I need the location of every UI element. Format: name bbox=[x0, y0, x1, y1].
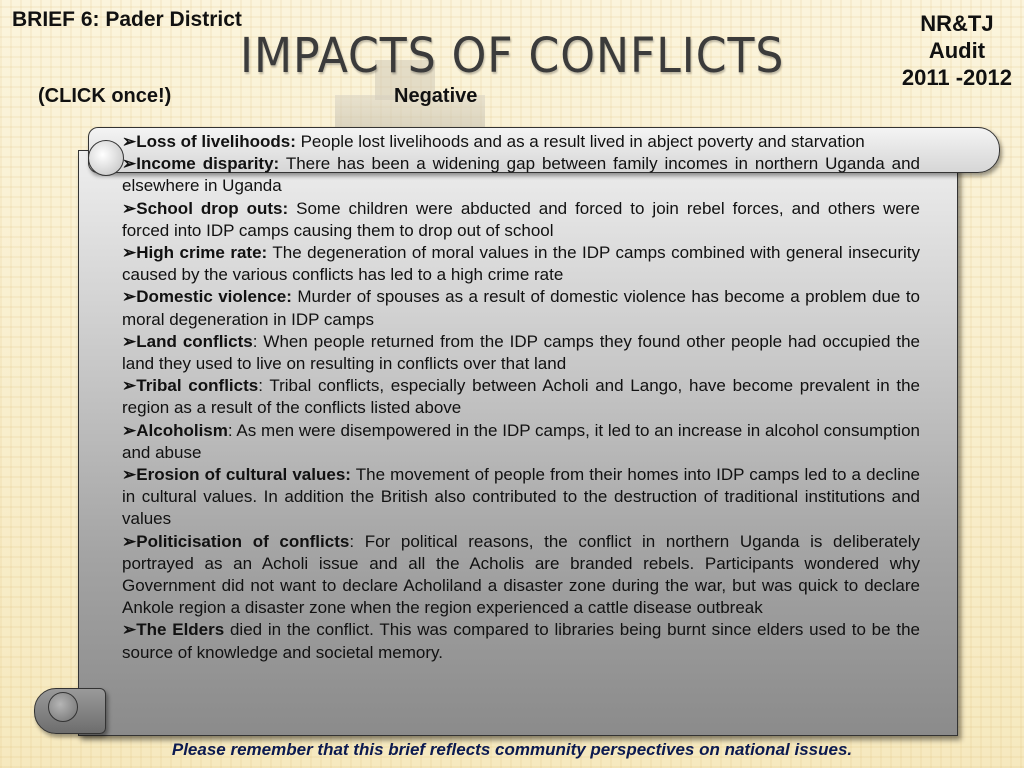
list-item bbox=[122, 286, 920, 330]
item-label: Income disparity: bbox=[136, 154, 280, 174]
item-text: : Tribal conflicts, especially between Acholi and Lango, have become prevalent in the region as a result of the conflicts listed above bbox=[122, 376, 920, 418]
list-item bbox=[122, 331, 920, 375]
click-hint[interactable]: (CLICK once!) bbox=[38, 85, 172, 107]
page-title: IMPACTS OF CONFLICTS bbox=[240, 28, 785, 84]
item-label: Tribal conflicts bbox=[136, 376, 259, 396]
audit-line: NR&TJ bbox=[920, 11, 994, 36]
item-text: Some children were abducted and forced to join rebel forces, and others were forced into IDP camps causing them to drop out of school bbox=[122, 198, 920, 240]
item-text: : As men were disempowered in the IDP camps, it led to an increase in alcohol consumption and abuse bbox=[122, 420, 920, 462]
item-text: died in the conflict. This was compared to libraries being burnt since elders used to be the source of knowledge and societal memory. bbox=[122, 620, 920, 662]
item-text: : When people returned from the IDP camps they found other people had occupied the land they used to live on resulting in conflicts over that land bbox=[122, 331, 920, 374]
item-label: School drop outs: bbox=[136, 198, 289, 218]
section-subtitle: Negative bbox=[394, 85, 478, 107]
scroll-curl-icon bbox=[48, 692, 78, 722]
item-label: High crime rate: bbox=[136, 243, 268, 263]
arrow-bullet-icon: ➢ bbox=[122, 132, 137, 151]
brief-label: BRIEF 6: Pader District bbox=[12, 8, 242, 31]
arrow-bullet-icon: ➢ bbox=[122, 331, 137, 351]
item-text: There has been a widening gap between family incomes in northern Uganda and elsewhere in Uganda bbox=[122, 154, 920, 196]
arrow-bullet-icon: ➢ bbox=[122, 420, 137, 440]
arrow-bullet-icon: ➢ bbox=[122, 465, 137, 485]
list-item bbox=[122, 619, 920, 663]
item-label: Politicisation of conflicts bbox=[136, 531, 350, 551]
item-text: : For political reasons, the conflict in northern Uganda is deliberately portrayed as an Acholi issue and all the Acholis are branded rebels. Participants wondered why Government did not want to declare Acholiland a disaster zone during the war, but was quick to declare Ankole region a disaster zone when the region experienced a cattle disease outbreak bbox=[122, 531, 920, 618]
list-item bbox=[122, 153, 920, 197]
item-label: The Elders bbox=[136, 620, 225, 640]
arrow-bullet-icon: ➢ bbox=[122, 531, 137, 551]
audit-line: 2011 -2012 bbox=[901, 65, 1012, 90]
scroll-curl-icon bbox=[88, 140, 124, 176]
audit-label bbox=[902, 10, 1012, 91]
arrow-bullet-icon: ➢ bbox=[122, 376, 137, 396]
item-label: Alcoholism bbox=[136, 420, 228, 440]
item-text: People lost livelihoods and as a result lived in abject poverty and starvation bbox=[295, 132, 865, 151]
list-item bbox=[122, 531, 920, 620]
list-item bbox=[122, 131, 920, 153]
item-text: Murder of spouses as a result of domestic violence has become a problem due to moral degeneration in IDP camps bbox=[122, 287, 920, 329]
item-text: The degeneration of moral values in the IDP camps combined with general insecurity caused by the various conflicts has led to a high crime rate bbox=[122, 243, 920, 285]
list-item bbox=[122, 464, 920, 531]
list-item bbox=[122, 375, 920, 419]
arrow-bullet-icon: ➢ bbox=[122, 198, 137, 218]
item-label: Loss of livelihoods: bbox=[136, 132, 296, 151]
list-item bbox=[122, 242, 920, 286]
item-label: Land conflicts bbox=[136, 331, 253, 351]
footer-note: Please remember that this brief reflects community perspectives on national issues. bbox=[171, 740, 853, 759]
item-label: Domestic violence: bbox=[136, 287, 292, 307]
arrow-bullet-icon: ➢ bbox=[122, 620, 137, 640]
list-item bbox=[122, 420, 920, 464]
arrow-bullet-icon: ➢ bbox=[122, 154, 137, 174]
arrow-bullet-icon: ➢ bbox=[122, 287, 137, 307]
audit-line: Audit bbox=[928, 38, 986, 63]
item-text: The movement of people from their homes into IDP camps led to a decline in cultural values. In addition the British also contributed to the destruction of traditional institutions and values bbox=[122, 465, 920, 529]
item-label: Erosion of cultural values: bbox=[136, 465, 351, 485]
list-item bbox=[122, 198, 920, 242]
arrow-bullet-icon: ➢ bbox=[122, 243, 137, 263]
impacts-list bbox=[122, 131, 920, 664]
